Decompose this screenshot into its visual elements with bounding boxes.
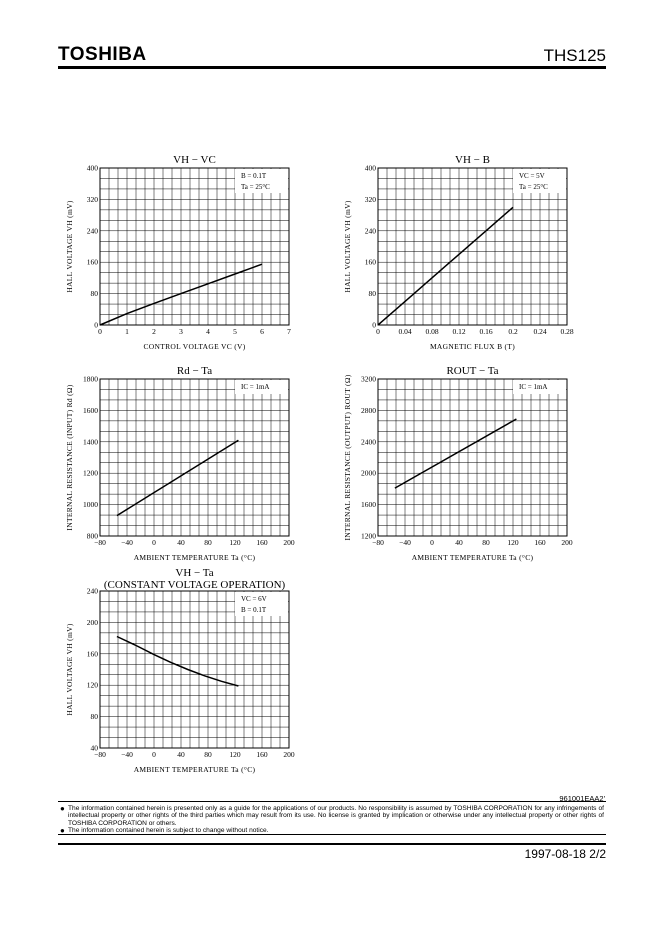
y-axis-label: HALL VOLTAGE VH (mV)	[343, 200, 352, 293]
y-tick-label: 200	[86, 617, 98, 627]
y-tick-label: 800	[86, 531, 98, 541]
x-axis-label: AMBIENT TEMPERATURE Ta (°C)	[133, 765, 256, 774]
x-tick-label: 80	[204, 538, 212, 547]
y-tick-label: 160	[86, 649, 98, 659]
y-tick-label: 320	[364, 194, 376, 204]
y-tick-label: 160	[86, 257, 98, 267]
chart-title: VH − Ta	[175, 567, 214, 579]
y-tick-label: 1200	[83, 468, 98, 478]
condition-label: Ta = 25°C	[519, 183, 548, 191]
x-tick-label: 2	[152, 327, 156, 336]
part-number: THS125	[543, 46, 606, 65]
x-axis-label: AMBIENT TEMPERATURE Ta (°C)	[133, 553, 256, 562]
condition-label: VC = 6V	[241, 595, 267, 603]
x-tick-label: 200	[283, 750, 295, 759]
y-tick-label: 400	[86, 163, 98, 173]
x-tick-label: 0	[430, 538, 434, 547]
y-tick-label: 240	[364, 226, 376, 236]
x-tick-label: 0	[376, 327, 380, 336]
chart-title: VH − VC	[173, 154, 216, 166]
x-tick-label: 7	[287, 327, 291, 336]
x-tick-label: 0.08	[425, 327, 439, 336]
x-tick-label: 160	[534, 538, 546, 547]
x-tick-label: 0.04	[398, 327, 412, 336]
bullet-icon: ●	[60, 804, 65, 813]
condition-label: IC = 1mA	[241, 383, 270, 391]
y-axis-label: HALL VOLTAGE VH (mV)	[65, 200, 74, 293]
y-tick-label: 80	[90, 712, 98, 722]
x-tick-label: 80	[204, 750, 212, 759]
x-tick-label: 0.12	[452, 327, 466, 336]
x-tick-label: 120	[507, 538, 519, 547]
condition-label: Ta = 25°C	[241, 183, 270, 191]
condition-label: IC = 1mA	[519, 383, 548, 391]
disclaimer-item	[58, 827, 606, 834]
x-tick-label: 40	[177, 750, 185, 759]
x-tick-label: 6	[260, 327, 264, 336]
condition-label: VC = 5V	[519, 172, 545, 180]
x-tick-label: −40	[121, 538, 133, 547]
x-tick-label: 160	[256, 538, 268, 547]
bullet-icon: ●	[60, 825, 65, 835]
x-tick-label: 0	[98, 327, 102, 336]
disclaimer-box	[58, 801, 606, 835]
y-tick-label: 240	[86, 586, 98, 596]
x-tick-label: −80	[94, 538, 106, 547]
y-tick-label: 1000	[83, 500, 98, 510]
y-tick-label: 1400	[83, 437, 98, 447]
x-tick-label: 3	[179, 327, 183, 336]
chart-title: ROUT − Ta	[446, 365, 499, 377]
x-tick-label: 200	[283, 538, 295, 547]
x-axis-label: MAGNETIC FLUX B (T)	[429, 342, 516, 351]
y-axis-label: INTERNAL RESISTANCE (INPUT) Rd (Ω)	[65, 384, 74, 531]
y-axis-label: HALL VOLTAGE VH (mV)	[65, 623, 74, 716]
brand-logo: TOSHIBA	[58, 44, 147, 65]
x-tick-label: 0.2	[508, 327, 518, 336]
x-tick-label: −80	[372, 538, 384, 547]
x-tick-label: 160	[256, 750, 268, 759]
x-axis-label: CONTROL VOLTAGE VC (V)	[143, 342, 246, 351]
y-tick-label: 320	[86, 194, 98, 204]
condition-label: B = 0.1T	[241, 606, 267, 614]
chart-title: Rd − Ta	[176, 365, 213, 377]
y-tick-label: 2000	[361, 468, 376, 478]
y-tick-label: 240	[86, 226, 98, 236]
disclaimer-text: The information contained herein is subject to change without notice.	[68, 826, 269, 834]
y-tick-label: 3200	[361, 374, 376, 384]
x-tick-label: 120	[229, 750, 241, 759]
x-axis-label: AMBIENT TEMPERATURE Ta (°C)	[411, 553, 534, 562]
y-tick-label: 160	[364, 257, 376, 267]
chart-subtitle: (CONSTANT VOLTAGE OPERATION)	[103, 579, 286, 591]
x-tick-label: 0.16	[479, 327, 493, 336]
y-tick-label: 2400	[361, 437, 376, 447]
x-tick-label: 120	[229, 538, 241, 547]
disclaimer-text: The information contained herein is presented only as a guide for the applications of our products. No responsibility is assumed by TOSHIBA CORPORATION for any infringements of intellectual property or other rights of the third parties which may result from its use. No license is granted by implication or otherwise under any intellectual property or other rights of TOSHIBA CORPORATION or others.	[68, 805, 604, 827]
x-tick-label: 200	[561, 538, 573, 547]
date-page: 1997-08-18 2/2	[524, 847, 606, 861]
document-number: 961001EAA2'	[559, 794, 605, 803]
x-tick-label: 0	[152, 538, 156, 547]
x-tick-label: −80	[94, 750, 106, 759]
x-tick-label: 0	[152, 750, 156, 759]
x-tick-label: 0.28	[560, 327, 574, 336]
footer-rule	[58, 843, 606, 845]
y-tick-label: 1800	[83, 374, 98, 384]
y-tick-label: 2800	[361, 405, 376, 415]
y-tick-label: 1200	[361, 531, 376, 541]
y-axis-label: INTERNAL RESISTANCE (OUTPUT) ROUT (Ω)	[343, 374, 352, 541]
y-tick-label: 40	[90, 743, 98, 753]
x-tick-label: 40	[177, 538, 185, 547]
x-tick-label: 5	[233, 327, 237, 336]
chart-title: VH − B	[455, 154, 490, 166]
x-tick-label: −40	[399, 538, 411, 547]
x-tick-label: 40	[455, 538, 463, 547]
condition-label: B = 0.1T	[241, 172, 267, 180]
y-tick-label: 400	[364, 163, 376, 173]
x-tick-label: 0.24	[533, 327, 547, 336]
series-line	[117, 637, 238, 687]
x-tick-label: 80	[482, 538, 490, 547]
y-tick-label: 80	[90, 289, 98, 299]
y-tick-label: 0	[372, 320, 376, 330]
x-tick-label: −40	[121, 750, 133, 759]
x-tick-label: 1	[125, 327, 129, 336]
disclaimer-item	[58, 805, 606, 827]
y-tick-label: 1600	[83, 405, 98, 415]
y-tick-label: 120	[86, 680, 98, 690]
y-tick-label: 80	[368, 289, 376, 299]
y-tick-label: 1600	[361, 500, 376, 510]
y-tick-label: 0	[94, 320, 98, 330]
x-tick-label: 4	[206, 327, 210, 336]
